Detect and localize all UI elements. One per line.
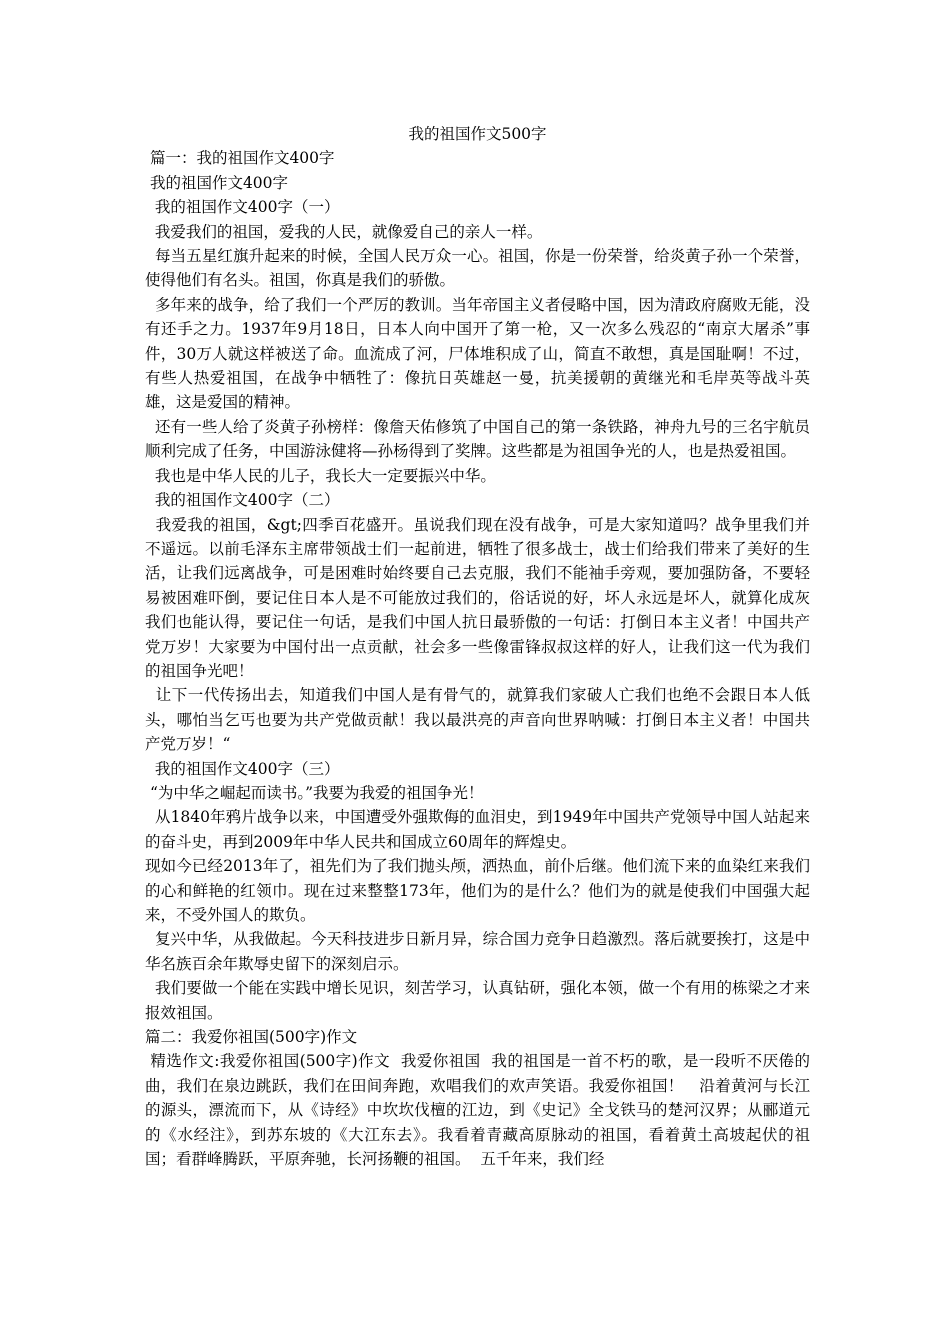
paragraph: 我的祖国作文400字（一）: [145, 198, 340, 217]
paragraph: 我爱我的祖国，&gt;四季百花盛开。虽说我们现在没有战争，可是大家知道吗？战争里我们并不遥远。以前毛泽东主席带领战士们一起前进，牺牲了很多战士，战士们给我们带来了美好的生活，让我们远离战争，可是困难时始终要自己去克服，我们不能袖手旁观，要加强防备，不要轻易被困难吓倒，要记住日本人是不可能放过我们的，俗话说的好，坏人永远是坏人，就算化成灰我们也能认得，要记住一句话，是我们中国人抗日最骄傲的一句话：打倒日本主义者！中国共产党万岁！大家要为中国付出一点贡献，社会多一些像雷锋叔叔这样的好人，让我们这一代为我们的祖国争光吧！: [145, 515, 810, 680]
paragraph: 篇一：我的祖国作文400字: [145, 149, 335, 168]
paragraph: 精选作文:我爱你祖国(500字)作文 我爱你祖国 我的祖国是一首不朽的歌，是一段听不厌倦的曲，我们在泉边跳跃，我们在田间奔跑，欢唱我们的欢声笑语。我爱你祖国！ 沿着黄河与长江的源头，漂流而下，从《诗经》中坎坎伐檀的江边，到《史记》全戈铁马的楚河汉界；从郦道元的《水经注》，到苏东坡的《大江东去》。我看着青藏高原脉动的祖国，看着黄土高坡起伏的祖国；看群峰腾跃，平原奔驰，长河扬鞭的祖国。 五千年来，我们经: [145, 1052, 810, 1169]
paragraph: 篇二：我爱你祖国(500字)作文: [145, 1028, 358, 1047]
paragraph: 我的祖国作文400字（二）: [145, 491, 340, 510]
document-body: [145, 146, 810, 1171]
paragraph: 我爱我们的祖国，爱我的人民，就像爱自己的亲人一样。: [145, 222, 543, 241]
paragraph: 让下一代传扬出去，知道我们中国人是有骨气的，就算我们家破人亡我们也绝不会跟日本人低头，哪怕当乞丐也要为共产党做贡献！我以最洪亮的声音向世界呐喊：打倒日本主义者！中国共产党万岁！“: [145, 686, 810, 754]
paragraph: 多年来的战争，给了我们一个严厉的教训。当年帝国主义者侵略中国，因为清政府腐败无能，没有还手之力。1937年9月18日，日本人向中国开了第一枪，又一次多么残忍的“南京大屠杀”事件，30万人就这样被送了命。血流成了河，尸体堆积成了山，简直不敢想，真是国耻啊！不过，有些人热爱祖国，在战争中牺牲了：像抗日英雄赵一曼，抗美援朝的黄继光和毛岸英等战斗英雄，这是爱国的精神。: [145, 295, 810, 412]
paragraph: 我的祖国作文400字（三）: [145, 759, 340, 778]
paragraph: 我也是中华人民的儿子，我长大一定要振兴中华。: [145, 466, 496, 485]
document-page: [145, 122, 810, 1171]
paragraph: 还有一些人给了炎黄子孙榜样：像詹天佑修筑了中国自己的第一条铁路，神舟九号的三名宇航员顺利完成了任务，中国游泳健将—孙杨得到了奖牌。这些都是为祖国争光的人，也是热爱祖国。: [145, 417, 810, 461]
paragraph: 我们要做一个能在实践中增长见识，刻苦学习，认真钻研，强化本领，做一个有用的栋梁之才来报效祖国。: [145, 979, 810, 1022]
paragraph: 从1840年鸦片战争以来，中国遭受外强欺侮的血泪史，到1949年中国共产党领导中国人站起来的奋斗史，再到2009年中华人民共和国成立60周年的辉煌史。: [145, 808, 810, 851]
paragraph: 现如今已经2013年了，祖先们为了我们抛头颅，洒热血，前仆后继。他们流下来的血染红来我们的心和鲜艳的红领巾。现在过来整整173年，他们为的是什么？他们为的就是使我们中国强大起来，不受外国人的欺负。: [145, 857, 810, 924]
paragraph: 我的祖国作文400字: [145, 173, 289, 192]
paragraph: “为中华之崛起而读书。”我要为我爱的祖国争光！: [145, 783, 484, 802]
paragraph: 复兴中华，从我做起。今天科技进步日新月异，综合国力竞争日趋激烈。落后就要挨打，这是中华名族百余年欺辱史留下的深刻启示。: [145, 930, 810, 973]
document-title: 我的祖国作文500字: [408, 125, 547, 143]
paragraph: 每当五星红旗升起来的时候，全国人民万众一心。祖国，你是一份荣誉，给炎黄子孙一个荣誉，使得他们有名头。祖国，你真是我们的骄傲。: [145, 247, 810, 290]
